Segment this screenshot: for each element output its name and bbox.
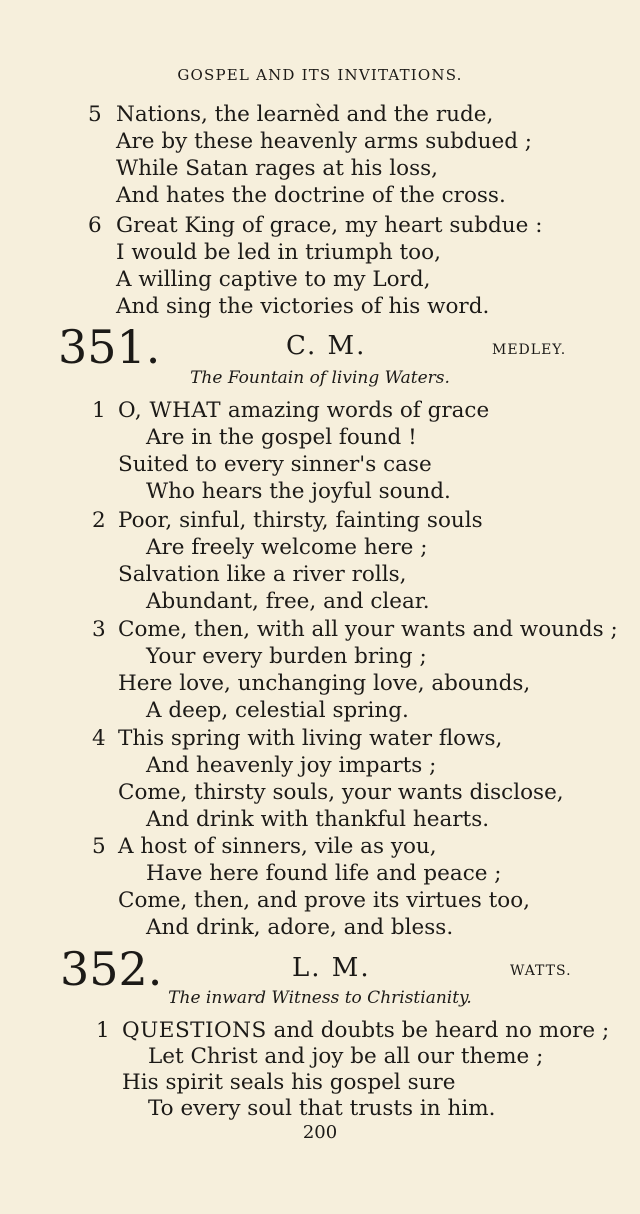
verse-line: A deep, celestial spring. <box>146 698 409 723</box>
hymn-tune: MEDLEY. <box>492 342 567 358</box>
verse-line: And drink, adore, and bless. <box>146 915 454 940</box>
verse-line: Come, then, and prove its virtues too, <box>118 888 530 913</box>
hymn-number: 351. <box>58 320 161 374</box>
verse-line: Let Christ and joy be all our theme ; <box>148 1044 544 1069</box>
verse-line: A host of sinners, vile as you, <box>118 834 437 859</box>
hymn-meter: C. M. <box>286 331 367 361</box>
verse-line: Your every burden bring ; <box>146 644 427 669</box>
verse-number: 3 <box>92 617 106 642</box>
verse-line: And hates the doctrine of the cross. <box>116 183 506 208</box>
verse-line: And heavenly joy imparts ; <box>146 753 437 778</box>
hymn-title: The Fountain of living Waters. <box>190 368 450 388</box>
verse-line: Come, then, with all your wants and wounds ; <box>118 617 618 642</box>
verse-line: Who hears the joyful sound. <box>146 479 451 504</box>
verse-line: A willing captive to my Lord, <box>116 267 431 292</box>
verse-line: I would be led in triumph too, <box>116 240 441 265</box>
verse-line: Here love, unchanging love, abounds, <box>118 671 531 696</box>
verse-line: Poor, sinful, thirsty, fainting souls <box>118 508 483 533</box>
verse-line: Nations, the learnèd and the rude, <box>116 102 494 127</box>
verse-number: 4 <box>92 726 106 751</box>
hymn-tune: WATTS. <box>510 963 572 979</box>
page-number: 200 <box>302 1122 338 1143</box>
verse-line <box>122 1018 609 1044</box>
verse-line: To every soul that trusts in him. <box>148 1096 496 1121</box>
verse-line: Are in the gospel found ! <box>146 425 417 450</box>
hymn-title: The inward Witness to Christianity. <box>168 988 472 1008</box>
first-word: QUESTIONS <box>122 1018 267 1043</box>
verse-line: And drink with thankful hearts. <box>146 807 490 832</box>
verse-line: Great King of grace, my heart subdue : <box>116 213 543 238</box>
running-head: GOSPEL AND ITS INVITATIONS. <box>177 66 463 84</box>
verse-line: Abundant, free, and clear. <box>146 589 430 614</box>
verse-line: Suited to every sinner's case <box>118 452 432 477</box>
hymn-number: 352. <box>60 942 163 996</box>
first-word: O, WHAT <box>118 398 222 423</box>
verse-line: Have here found life and peace ; <box>146 861 502 886</box>
verse-line: While Satan rages at his loss, <box>116 156 438 181</box>
verse-line-rest: and doubts be heard no more ; <box>266 1018 610 1043</box>
hymn-meter: L. M. <box>292 953 371 983</box>
verse-line <box>118 398 489 424</box>
verse-line-rest: amazing words of grace <box>221 398 490 423</box>
verse-number: 6 <box>88 213 102 238</box>
verse-line: And sing the victories of his word. <box>116 294 490 319</box>
verse-number: 1 <box>96 1018 110 1043</box>
verse-line: Are by these heavenly arms subdued ; <box>116 129 533 154</box>
verse-number: 2 <box>92 508 106 533</box>
verse-number: 5 <box>88 102 102 127</box>
verse-line: His spirit seals his gospel sure <box>122 1070 456 1095</box>
verse-line: Salvation like a river rolls, <box>118 562 407 587</box>
verse-number: 1 <box>92 398 106 423</box>
verse-number: 5 <box>92 834 106 859</box>
verse-line: This spring with living water flows, <box>118 726 503 751</box>
verse-line: Are freely welcome here ; <box>146 535 428 560</box>
verse-line: Come, thirsty souls, your wants disclose, <box>118 780 564 805</box>
